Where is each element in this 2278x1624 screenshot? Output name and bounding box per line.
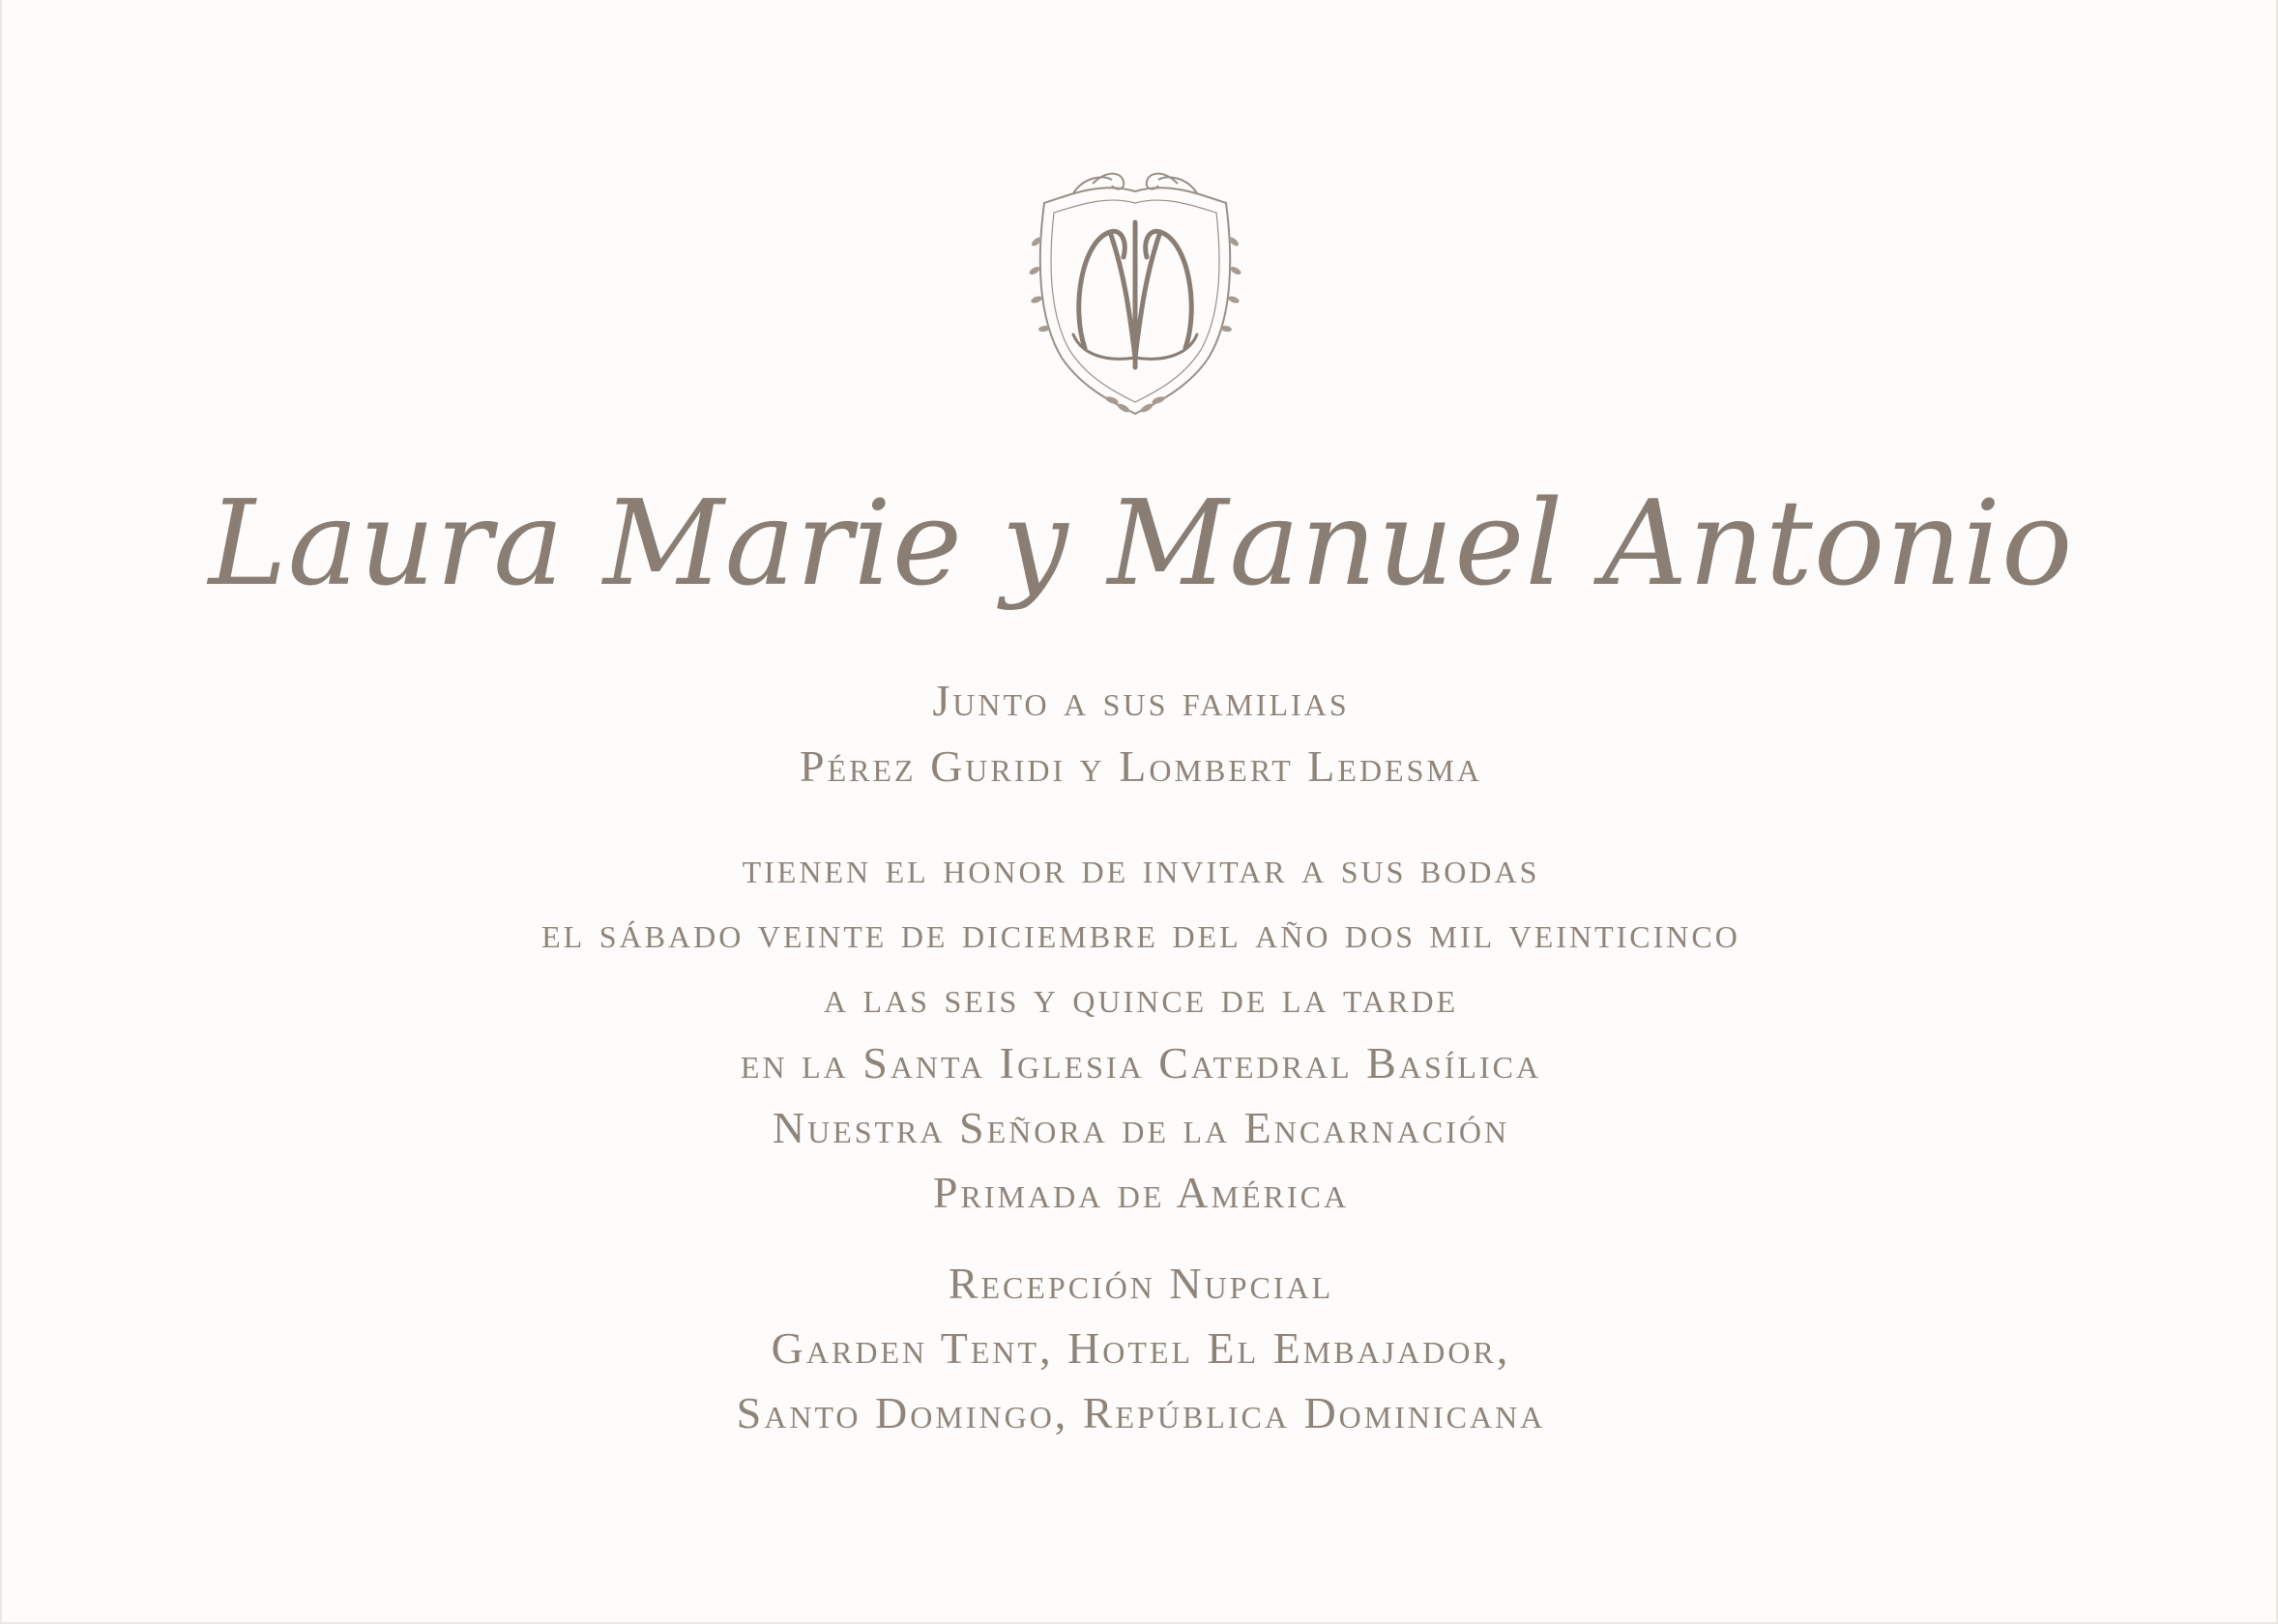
ceremony-line-3: a las seis y quince de la tarde [823, 972, 1459, 1022]
reception-line-3: Santo Domingo, República Dominicana [736, 1388, 1546, 1437]
reception-line-1: Recepción Nupcial [948, 1259, 1334, 1308]
reception-line-2: Garden Tent, Hotel El Embajador, [771, 1323, 1511, 1373]
ceremony-line-2: el sábado veinte de diciembre del año dos mil veinticinco [541, 908, 1740, 957]
families-line-1: Junto a sus familias [932, 676, 1350, 725]
ceremony-line-4: en la Santa Iglesia Catedral Basílica [740, 1038, 1542, 1088]
families-line-2: Pérez Guridi y Lombert Ledesma [800, 741, 1482, 791]
ceremony-line-1: tienen el honor de invitar a sus bodas [742, 843, 1540, 892]
floral-crest-monogram-icon [1015, 164, 1255, 421]
couple-names: Laura Marie y Manuel Antonio [208, 475, 2074, 612]
ceremony-line-5: Nuestra Señora de la Encarnación [772, 1103, 1510, 1152]
ceremony-line-6: Primada de América [932, 1168, 1350, 1217]
